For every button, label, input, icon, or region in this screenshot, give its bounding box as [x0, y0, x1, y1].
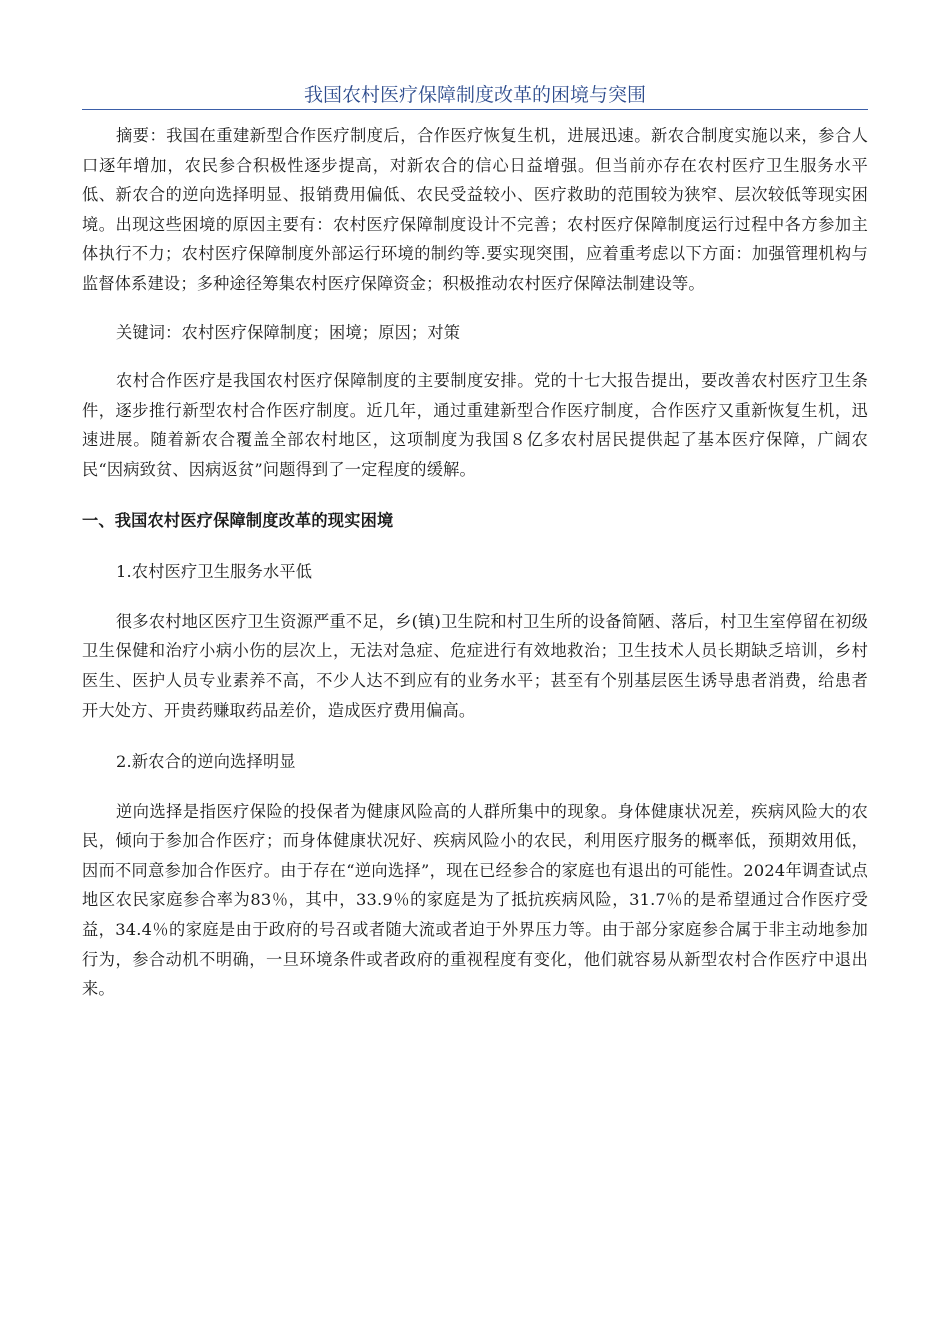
subsection-heading-1: 1.农村医疗卫生服务水平低: [116, 562, 313, 582]
intro-paragraph: 农村合作医疗是我国农村医疗保障制度的主要制度安排。党的十七大报告提出，要改善农村医疗卫生条件，逐步推行新型农村合作医疗制度。近几年，通过重建新型合作医疗制度，合作医疗又重新恢复生机，迅速进展。随着新农合覆盖全部农村地区，这项制度为我国８亿多农村居民提供起了基本医疗保障，广阔农民“因病致贫、因病返贫”问题得到了一定程度的缓解。: [82, 371, 868, 479]
section-heading: 一、我国农村医疗保障制度改革的现实困境: [82, 510, 394, 530]
document-page: [82, 0, 868, 1004]
subsection-paragraph-2: 逆向选择是指医疗保险的投保者为健康风险高的人群所集中的现象。身体健康状况差，疾病风险大的农民，倾向于参加合作医疗；而身体健康状况好、疾病风险小的农民，利用医疗服务的概率低，预期效用低，因而不同意参加合作医疗。由于存在“逆向选择”，现在已经参合的家庭也有退出的可能性。2024年调查试点地区农民家庭参合率为83％，其中，33.9％的家庭是为了抵抗疾病风险，31.7％的是希望通过合作医疗受益，34.4％的家庭是由于政府的号召或者随大流或者迫于外界压力等。由于部分家庭参合属于非主动地参加行为，参合动机不明确，一旦环境条件或者政府的重视程度有变化，他们就容易从新型农村合作医疗中退出来。: [82, 801, 868, 999]
document-title: 我国农村医疗保障制度改革的困境与突围: [303, 84, 646, 106]
title-divider: [82, 109, 868, 110]
abstract-paragraph: 摘要：我国在重建新型合作医疗制度后，合作医疗恢复生机，进展迅速。新农合制度实施以来，参合人口逐年增加，农民参合积极性逐步提高，对新农合的信心日益增强。但当前亦存在农村医疗卫生服务水平低、新农合的逆向选择明显、报销费用偏低、农民受益较小、医疗救助的范围较为狭窄、层次较低等现实困境。出现这些困境的原因主要有：农村医疗保障制度设计不完善；农村医疗保障制度运行过程中各方参加主体执行不力；农村医疗保障制度外部运行环境的制约等.要实现突围，应着重考虑以下方面：加强管理机构与监督体系建设；多种途径筹集农村医疗保障资金；积极推动农村医疗保障法制建设等。: [82, 126, 868, 293]
subsection-paragraph-1: 很多农村地区医疗卫生资源严重不足，乡(镇)卫生院和村卫生所的设备简陋、落后，村卫生室停留在初级卫生保健和治疗小病小伤的层次上，无法对急症、危症进行有效地救治；卫生技术人员长期缺乏培训，乡村医生、医护人员专业素养不高，不少人达不到应有的业务水平；甚至有个别基层医生诱导患者消费，给患者开大处方、开贵药赚取药品差价，造成医疗费用偏高。: [82, 611, 868, 720]
subsection-heading-2: 2.新农合的逆向选择明显: [116, 752, 296, 772]
keywords-line: 关键词：农村医疗保障制度；困境；原因；对策: [116, 322, 461, 342]
